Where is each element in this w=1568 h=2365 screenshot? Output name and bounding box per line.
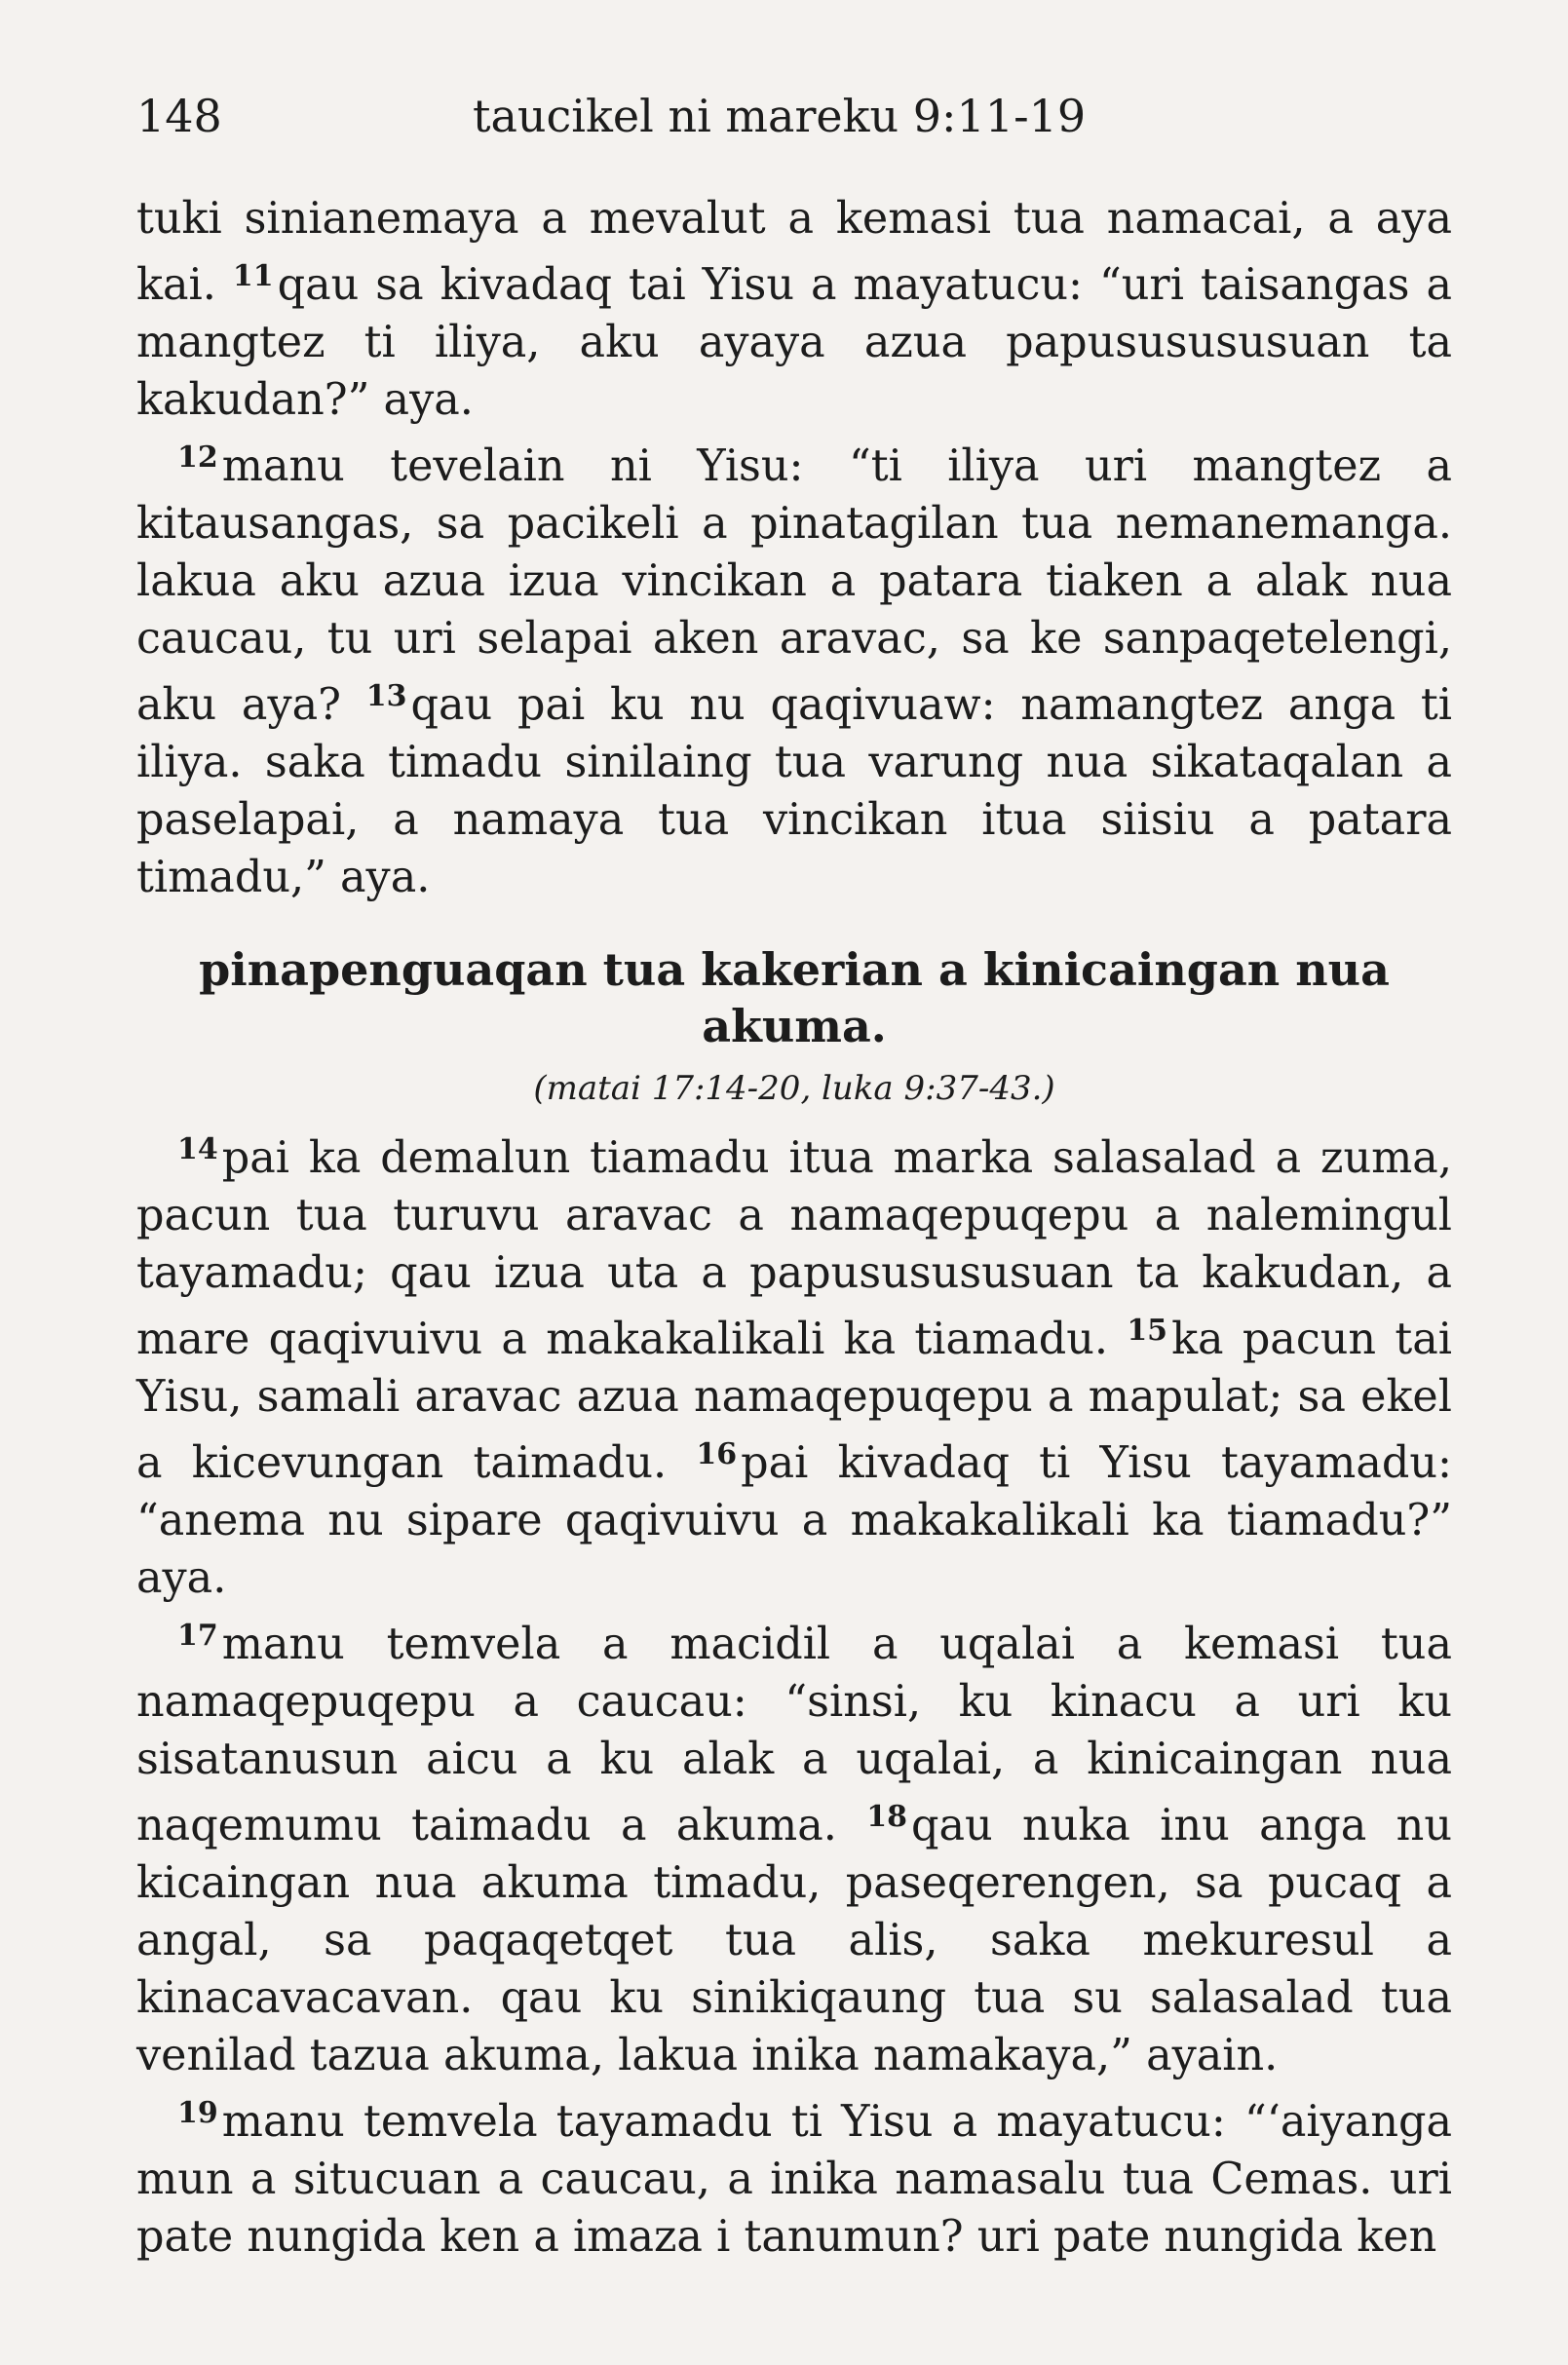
verse-number: 18 <box>866 1800 907 1834</box>
verse-text: qau pai ku nu qaqivuaw: namangtez anga ti iliya. saka timadu sinilaing tua varung nua sikataqalan a paselapai, a namaya tua vincikan itua siisiu a patara timadu,” aya. <box>136 680 1452 902</box>
verse-number: 15 <box>1127 1314 1168 1348</box>
verse-number: 16 <box>696 1437 738 1471</box>
verse-text: qau nuka inu anga nu kicaingan nua akuma timadu, paseqerengen, sa pucaq a angal, sa paqaqetqet tua alis, saka mekuresul a kinacavacavan. qau ku sinikiqaung tua su salasalad tua venilad tazua akuma, lakua inika namakaya,” ayain. <box>136 1801 1453 2080</box>
paragraph <box>136 190 1452 429</box>
running-head: taucikel ni mareku 9:11-19 <box>473 90 1087 142</box>
section-title: pinapenguaqan tua kakerian a kinicaingan nua akuma. <box>199 943 1390 1052</box>
verse-text: ka pacun tai Yisu, samali aravac azua namaqepuqepu a mapulat; sa ekel a kicevungan taimadu. <box>136 1315 1452 1488</box>
verse-text: qau sa kivadaq tai Yisu a mayatucu: “uri taisangas a mangtez ti iliya, aku ayaya azua papususususuan ta kakudan?” aya. <box>136 260 1452 425</box>
paragraph <box>136 429 1452 906</box>
verse-number: 13 <box>365 679 407 713</box>
verse-text: manu temvela a macidil a uqalai a kemasi tua namaqepuqepu a caucau: “sinsi, ku kinacu a uri ku sisatanusun aicu a ku alak a uqalai, a kinicaingan nua naqemumu taimadu a akuma. <box>136 1620 1452 1850</box>
section-reference: (matai 17:14-20, luka 9:37-43.) <box>533 1069 1055 1108</box>
verse-number: 11 <box>232 259 274 293</box>
verse-text: pai kivadaq ti Yisu tayamadu: “anema nu sipare qaqivuivu a makakalikali ka tiamadu?” aya. <box>136 1438 1452 1603</box>
verse-number: 12 <box>177 440 218 475</box>
verse-text: manu temvela tayamadu ti Yisu a mayatucu: “‘aiyanga mun a situcuan a caucau, a inika namasalu tua Cemas. uri pate nungida ken a imaza i tanumun? uri pate nungida ken <box>136 2097 1452 2262</box>
verse-number: 17 <box>177 1619 218 1653</box>
verse-text: pai ka demalun tiamadu itua marka salasalad a zuma, pacun tua turuvu aravac a namaqepuqepu a nalemingul tayamadu; qau izua uta a papususususuan ta kakudan, a mare qaqivuivu a makakalikali ka tiamadu. <box>136 1133 1452 1364</box>
verse-text: tuki sinianemaya a mevalut a kemasi tua namacai, a aya kai. <box>136 194 1452 310</box>
verse-number: 19 <box>177 2096 218 2130</box>
page-body <box>136 190 1452 2266</box>
page-header <box>136 90 1451 148</box>
verse-number: 14 <box>177 1132 218 1166</box>
paragraph <box>136 2084 1452 2266</box>
verse-text: manu tevelain ni Yisu: “ti iliya uri mangtez a kitausangas, sa pacikeli a pinatagilan tua nemanemanga. lakua aku azua izua vincikan a patara tiaken a alak nua caucau, tu uri selapai aken aravac, sa ke sanpaqetelengi, aku aya? <box>136 441 1452 730</box>
paragraph <box>136 1121 1452 1607</box>
paragraph <box>136 1607 1452 2084</box>
page-number: 148 <box>136 90 222 142</box>
